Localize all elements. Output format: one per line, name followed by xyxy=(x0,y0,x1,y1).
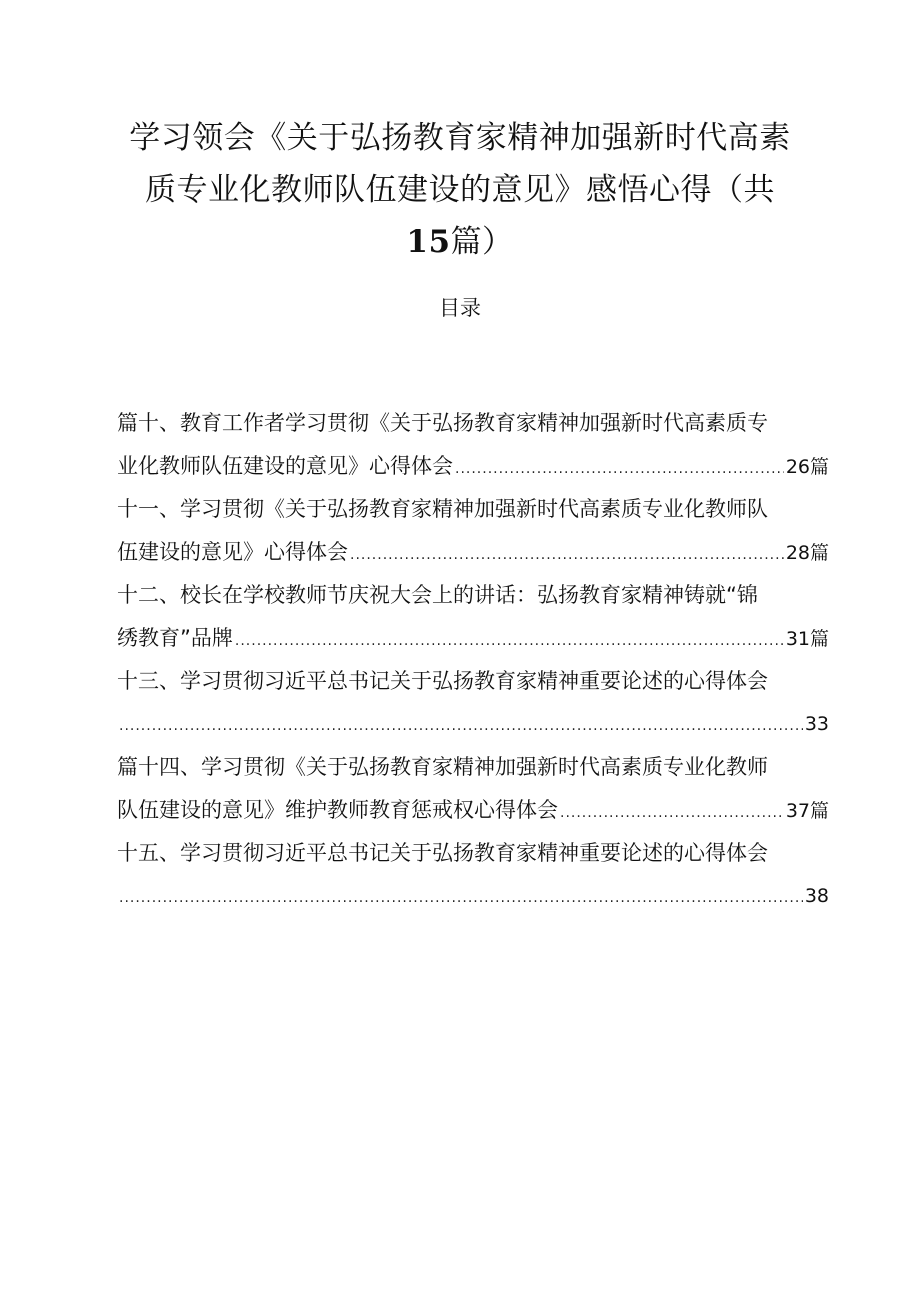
title-line-2: 质专业化教师队伍建设的意见》感悟心得（共 xyxy=(145,172,775,208)
toc-entry-tail xyxy=(117,703,829,746)
toc-entry-text: 篇十四、学习贯彻《关于弘扬教育家精神加强新时代高素质专业化教师 xyxy=(117,755,768,779)
toc-entry-tail xyxy=(117,445,829,488)
toc-entry-tail xyxy=(117,531,829,574)
toc-entry-10[interactable] xyxy=(117,402,829,488)
toc-entry-13[interactable] xyxy=(117,660,829,746)
toc-heading: 目录 xyxy=(439,296,481,320)
toc-page-number: 28篇 xyxy=(785,542,829,564)
toc-entry-tail xyxy=(117,789,829,832)
toc-entry-14[interactable] xyxy=(117,746,829,832)
title-line-1: 学习领会《关于弘扬教育家精神加强新时代高素 xyxy=(129,120,791,156)
title-count-number: 15 xyxy=(406,224,451,260)
toc-entry-15[interactable] xyxy=(117,832,829,918)
dot-leader xyxy=(119,705,803,746)
toc-entry-text-continued: 业化教师队伍建设的意见》心得体会 xyxy=(117,454,453,478)
title-line-3-tail: 篇） xyxy=(450,224,514,260)
toc-entry-11[interactable] xyxy=(117,488,829,574)
toc-entry-12[interactable] xyxy=(117,574,829,660)
toc-page-number: 31篇 xyxy=(785,628,829,650)
toc-entry-text: 十五、学习贯彻习近平总书记关于弘扬教育家精神重要论述的心得体会 xyxy=(117,841,768,865)
toc-entry-text-continued: 伍建设的意见》心得体会 xyxy=(117,540,348,564)
toc-entry-tail xyxy=(117,617,829,660)
toc-entry-text-continued: 绣教育”品牌 xyxy=(117,626,233,650)
dot-leader xyxy=(455,448,784,488)
dot-leader xyxy=(235,620,784,660)
dot-leader xyxy=(119,877,803,918)
toc-entry-text-continued: 队伍建设的意见》维护教师教育惩戒权心得体会 xyxy=(117,798,558,822)
toc-page-number: 38 xyxy=(804,885,829,907)
toc-page-number: 33 xyxy=(804,713,829,735)
toc-entry-text: 十二、校长在学校教师节庆祝大会上的讲话：弘扬教育家精神铸就“锦 xyxy=(117,583,758,607)
toc-entry-text: 篇十、教育工作者学习贯彻《关于弘扬教育家精神加强新时代高素质专 xyxy=(117,411,768,435)
dot-leader xyxy=(350,534,784,574)
dot-leader xyxy=(560,792,784,832)
toc-entry-text: 十三、学习贯彻习近平总书记关于弘扬教育家精神重要论述的心得体会 xyxy=(117,669,768,693)
table-of-contents xyxy=(117,402,829,918)
toc-page-number: 26篇 xyxy=(785,456,829,478)
toc-entry-text: 十一、学习贯彻《关于弘扬教育家精神加强新时代高素质专业化教师队 xyxy=(117,497,768,521)
document-title xyxy=(110,112,810,268)
toc-entry-tail xyxy=(117,875,829,918)
toc-page-number: 37篇 xyxy=(785,800,829,822)
